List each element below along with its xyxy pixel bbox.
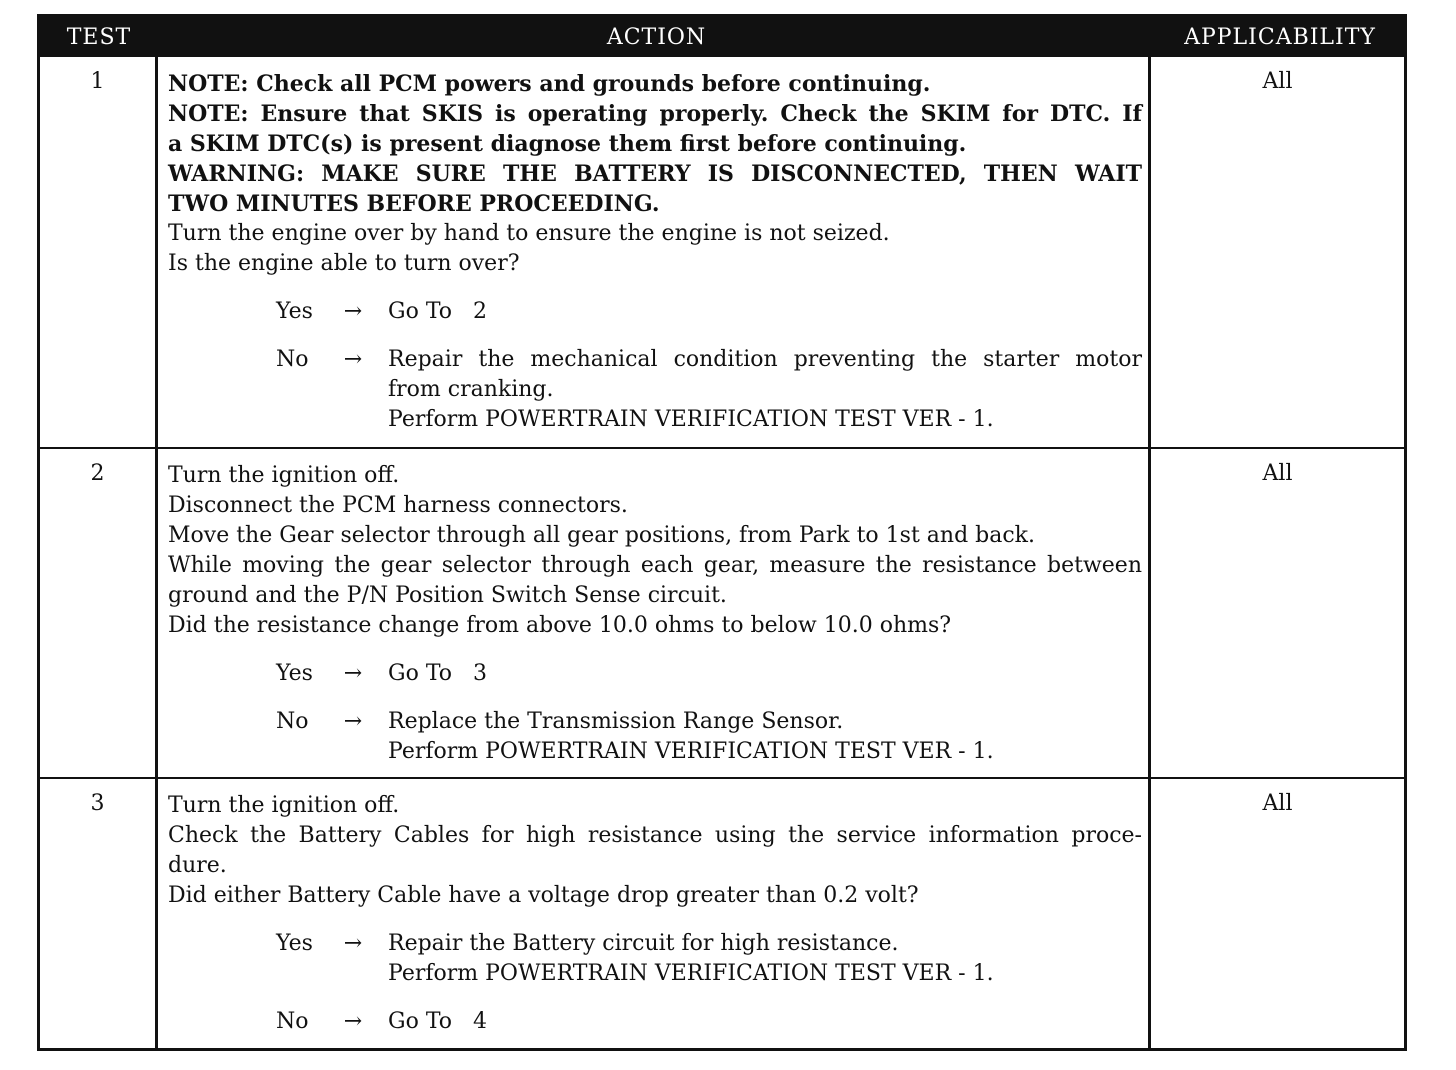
- answer-text: Go To 4: [388, 1009, 487, 1034]
- answer-text: Perform POWERTRAIN VERIFICATION TEST VER - 1.: [388, 961, 994, 986]
- answer-no: [168, 1007, 1142, 1037]
- answer-label: Yes: [276, 299, 313, 324]
- arrow-icon: →: [343, 1009, 363, 1034]
- answer-label: No: [276, 1009, 309, 1034]
- warning-line: TWO MINUTES BEFORE PROCEEDING.: [168, 191, 660, 217]
- header-test: TEST: [66, 25, 132, 50]
- question-line: Is the engine able to turn over?: [168, 251, 520, 276]
- question-line: Did either Battery Cable have a voltage drop greater than 0.2 volt?: [168, 883, 919, 908]
- instruction-line: Move the Gear selector through all gear positions, from Park to 1st and back.: [168, 523, 1035, 548]
- answer-label: No: [276, 347, 309, 372]
- table-row-test-2: [40, 449, 1404, 779]
- answer-text: Perform POWERTRAIN VERIFICATION TEST VER - 1.: [388, 407, 994, 432]
- header-applicability: APPLICABILITY: [1184, 25, 1376, 50]
- arrow-icon: →: [343, 661, 363, 686]
- test-number: 2: [40, 449, 158, 777]
- test-number: 1: [40, 57, 158, 447]
- answer-label: Yes: [276, 931, 313, 956]
- answer-text: from cranking.: [388, 377, 554, 402]
- arrow-icon: →: [343, 299, 363, 324]
- applicability-value: All: [1262, 69, 1293, 94]
- note-line: NOTE: Check all PCM powers and grounds before continuing.: [168, 71, 931, 97]
- note-line: a SKIM DTC(s) is present diagnose them first before continuing.: [168, 131, 967, 157]
- applicability-value: All: [1262, 461, 1293, 486]
- instruction-line: Disconnect the PCM harness connectors.: [168, 493, 628, 518]
- action-cell: [158, 779, 1151, 1048]
- action-cell: [158, 449, 1151, 777]
- arrow-icon: →: [343, 931, 363, 956]
- diagnostic-table: [37, 14, 1407, 1051]
- instruction-line: While moving the gear selector through each gear, measure the resistance between: [168, 553, 1142, 578]
- answer-no: [168, 345, 1142, 435]
- header-action: ACTION: [606, 25, 707, 50]
- answer-text: Go To 2: [388, 299, 487, 324]
- note-line: NOTE: Ensure that SKIS is operating properly. Check the SKIM for DTC. If: [168, 101, 1142, 127]
- answer-text: Repair the mechanical condition preventing the starter motor: [388, 347, 1142, 372]
- answer-yes: [168, 297, 1142, 327]
- answer-no: [168, 707, 1142, 767]
- answer-text: Go To 3: [388, 661, 487, 686]
- answer-text: Perform POWERTRAIN VERIFICATION TEST VER - 1.: [388, 739, 994, 764]
- test-number: 3: [40, 779, 158, 1048]
- arrow-icon: →: [343, 709, 363, 734]
- arrow-icon: →: [343, 347, 363, 372]
- answer-label: Yes: [276, 661, 313, 686]
- instruction-line: Turn the ignition off.: [168, 463, 400, 488]
- instruction-line: ground and the P/N Position Switch Sense circuit.: [168, 583, 727, 608]
- instruction-line: Check the Battery Cables for high resistance using the service information proce-: [168, 823, 1142, 848]
- answer-yes: [168, 659, 1142, 689]
- table-row-test-3: [40, 779, 1404, 1048]
- instruction-line: Turn the engine over by hand to ensure the engine is not seized.: [168, 221, 890, 246]
- instruction-line: dure.: [168, 853, 227, 878]
- action-cell: [158, 57, 1151, 447]
- warning-line: WARNING: MAKE SURE THE BATTERY IS DISCONNECTED, THEN WAIT: [168, 161, 1142, 187]
- applicability-value: All: [1262, 791, 1293, 816]
- answer-text: Replace the Transmission Range Sensor.: [388, 709, 844, 734]
- answer-label: No: [276, 709, 309, 734]
- answer-text: Repair the Battery circuit for high resistance.: [388, 931, 899, 956]
- table-row-test-1: [40, 57, 1404, 449]
- answer-yes: [168, 929, 1142, 989]
- instruction-line: Turn the ignition off.: [168, 793, 400, 818]
- question-line: Did the resistance change from above 10.0 ohms to below 10.0 ohms?: [168, 613, 952, 638]
- table-header: [40, 17, 1404, 57]
